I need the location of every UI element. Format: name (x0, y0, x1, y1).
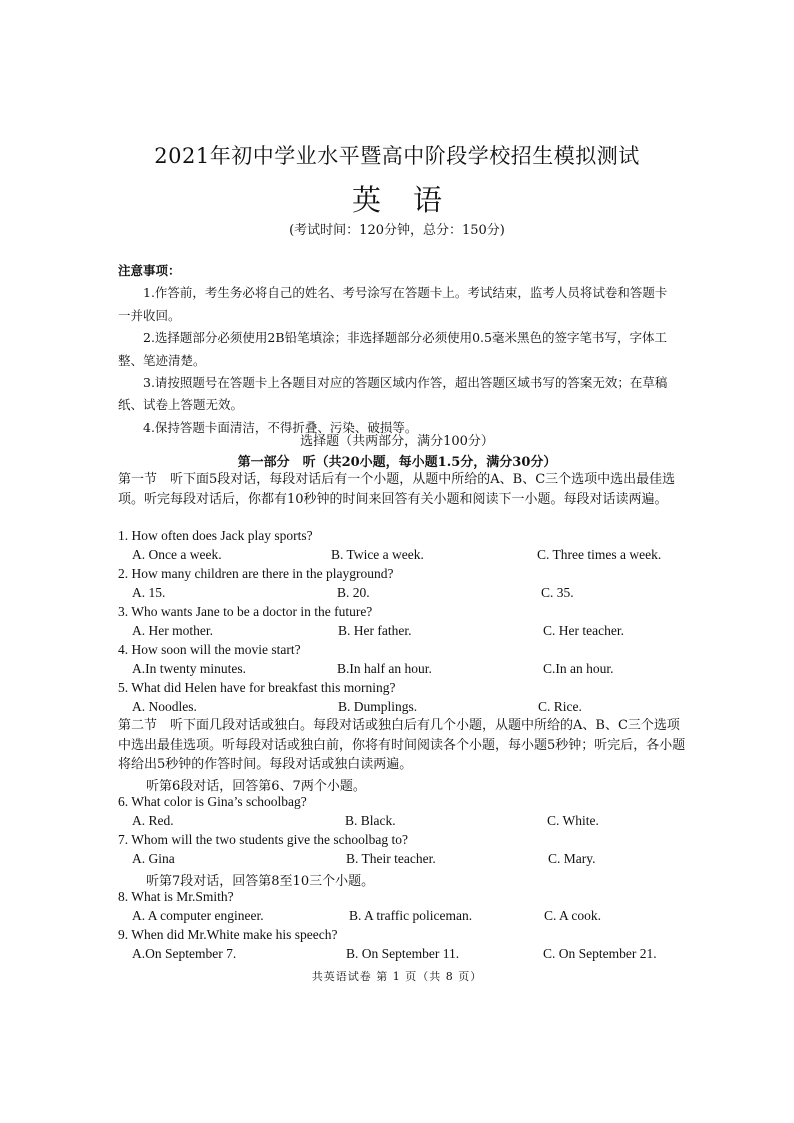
notes-block (118, 260, 678, 439)
question-stem: 7. Whom will the two students give the schoolbag to? (118, 832, 408, 847)
option-c: C. Her teacher. (543, 623, 624, 638)
option-a: A. 15. (132, 585, 166, 600)
option-a: A. Her mother. (132, 623, 213, 638)
option-c: C. On September 21. (543, 946, 657, 961)
option-b: B. Black. (345, 813, 396, 828)
exam-title: 2021年初中学业水平暨高中阶段学校招生模拟测试 (154, 144, 640, 168)
option-a: A.In twenty minutes. (132, 661, 246, 676)
question-stem: 3. Who wants Jane to be a doctor in the future? (118, 604, 373, 619)
subject-title: 英语 (351, 183, 474, 217)
option-b: B. On September 11. (346, 946, 460, 961)
option-a: A. Red. (132, 813, 174, 828)
option-c: C. A cook. (544, 908, 602, 923)
option-b: B. Twice a week. (331, 547, 424, 562)
question-stem: 1. How often does Jack play sports? (118, 528, 313, 543)
option-c: C.In an hour. (543, 661, 614, 676)
question-stem: 5. What did Helen have for breakfast this morning? (118, 680, 396, 695)
question-stem: 9. When did Mr.White make his speech? (118, 927, 338, 942)
question-stem: 8. What is Mr.Smith? (118, 889, 234, 904)
exam-time-score: (考试时间：120分钟，总分：150分) (289, 223, 505, 238)
option-c: C. White. (547, 813, 599, 828)
note-item: 1.作答前，考生务必将自己的姓名、考号涂写在答题卡上。考试结束，监考人员将试卷和答题卡一并收回。 (118, 285, 668, 323)
page-footer: 共英语试卷 第 1 页（共 8 页） (311, 970, 483, 983)
note-item: 2.选择题部分必须使用2B铅笔填涂；非选择题部分必须使用0.5毫米黑色的签字笔书写，字体工整、笔迹清楚。 (118, 330, 667, 368)
notes-heading: 注意事项： (118, 263, 181, 278)
option-a: A.On September 7. (132, 946, 237, 961)
dialog6-instruction: 听第6段对话，回答第6、7两个小题。 (146, 779, 366, 794)
note-item: 3.请按照题号在答题卡上各题目对应的答题区域内作答，超出答题区域书写的答案无效；在草稿纸、试卷上答题无效。 (118, 375, 668, 413)
option-b: B. A traffic policeman. (349, 908, 473, 923)
option-c: C. 35. (541, 585, 574, 600)
section1-directions: 第一节 听下面5段对话，每段对话后有一个小题，从题中所给的A、B、C三个选项中选出最佳选项。听完每段对话后，你都有10秒钟的时间来回答有关小题和阅读下一小题。每段对话读两遍。 (118, 472, 676, 507)
option-c: C. Rice. (538, 699, 582, 714)
part1-title: 第一部分 听（共20小题，每小题1.5分，满分30分） (237, 455, 557, 470)
option-c: C. Mary. (548, 851, 596, 866)
question-stem: 4. How soon will the movie start? (118, 642, 301, 657)
question-stem: 6. What color is Gina’s schoolbag? (118, 794, 307, 809)
option-b: B. Dumplings. (338, 699, 418, 714)
option-a: A. Gina (132, 851, 175, 866)
dialog7-instruction: 听第7段对话，回答第8至10三个小题。 (146, 874, 375, 889)
option-a: A. A computer engineer. (132, 908, 264, 923)
option-a: A. Noodles. (132, 699, 197, 714)
section2-directions: 第二节 听下面几段对话或独白。每段对话或独白后有几个小题，从题中所给的A、B、C三个选项中选出最佳选项。听每段对话或独白前，你将有时间阅读各个小题，每小题5秒钟；听完后，各小题将给出5秒钟的作答时间。每段对话或独白读两遍。 (118, 718, 686, 772)
question-stem: 2. How many children are there in the playground? (118, 566, 394, 581)
option-b: B. 20. (337, 585, 370, 600)
option-b: B.In half an hour. (337, 661, 432, 676)
option-b: B. Her father. (338, 623, 412, 638)
choice-section-title: 选择题（共两部分，满分100分） (300, 434, 494, 449)
option-a: A. Once a week. (132, 547, 222, 562)
option-b: B. Their teacher. (346, 851, 436, 866)
option-c: C. Three times a week. (537, 547, 662, 562)
note-item: 4.保持答题卡面清洁，不得折叠、污染、破损等。 (143, 419, 418, 435)
